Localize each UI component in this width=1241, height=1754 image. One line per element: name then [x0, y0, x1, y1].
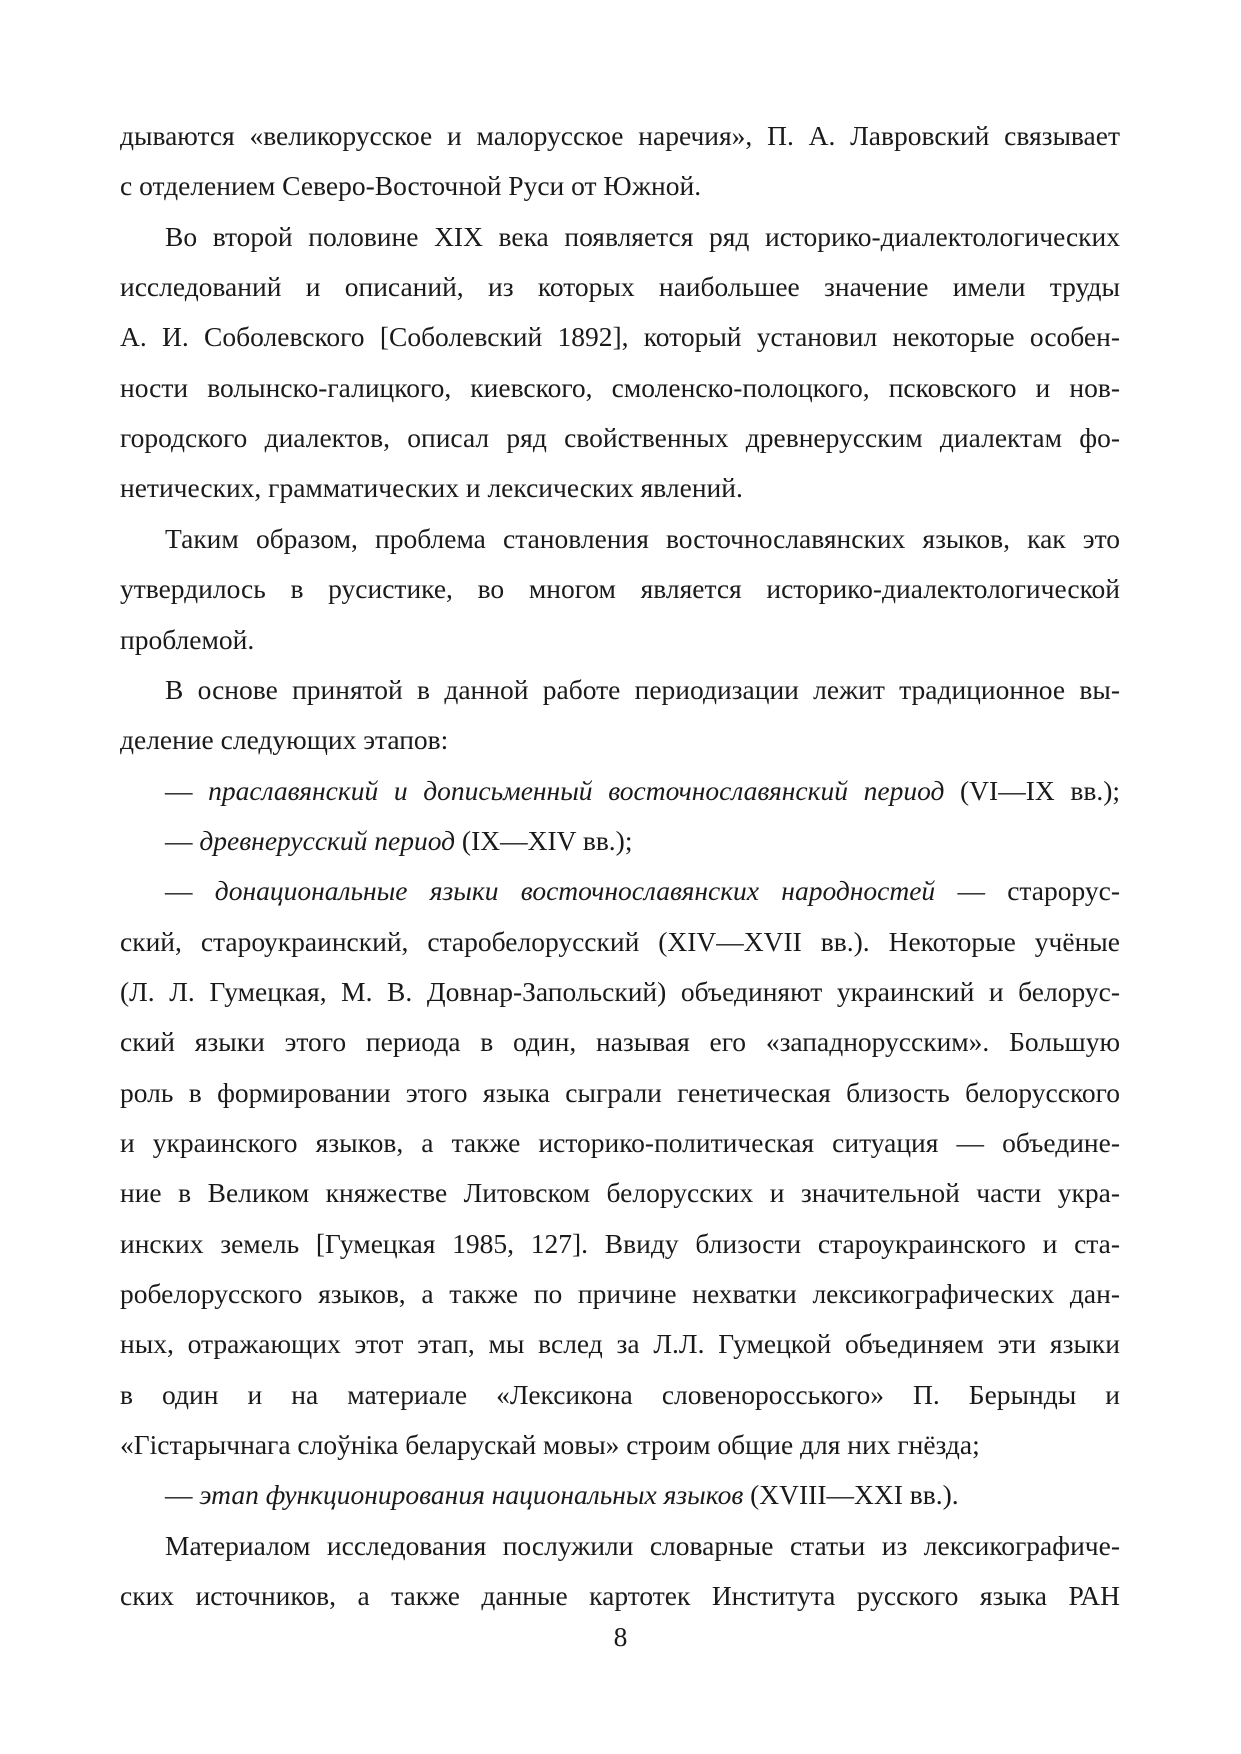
text-line	[120, 615, 1120, 665]
text-segment: дываются «великорусское и малорусское наречия», П. А. Лавровский связывает	[120, 120, 1120, 151]
text-line	[120, 1269, 1120, 1319]
text-segment: А. И. Соболевского [Соболевский 1892], который установил некоторые особен-	[120, 321, 1120, 353]
text-segment: ских источников, а также данные картотек Института русского языка РАН	[120, 1580, 1120, 1612]
text-line	[120, 1319, 1120, 1369]
text-line	[120, 1420, 1120, 1470]
text-segment: ние в Великом княжестве Литовском белорусских и значительной части укра-	[120, 1177, 1120, 1209]
page-number: 8	[613, 1621, 628, 1652]
italic-text: этап функционирования национальных языков	[199, 1479, 744, 1511]
text-line	[165, 1521, 1120, 1571]
text-line	[165, 866, 1120, 916]
text-line	[120, 413, 1120, 463]
text-segment: робелорусского языков, а также по причине нехватки лексикографических дан-	[120, 1278, 1120, 1310]
text-segment: инских земель [Гумецкая 1985, 127]. Ввиду близости староукраинского и ста-	[120, 1227, 1120, 1259]
text-segment: —	[165, 1479, 200, 1511]
text-segment: (VI—IX вв.);	[944, 774, 1120, 806]
text-segment: с отделением Северо-Восточной Руси от Южной.	[120, 170, 702, 202]
text-line	[165, 665, 1120, 715]
text-segment: В основе принятой в данной работе периодизации лежит традиционное вы-	[165, 673, 1120, 705]
italic-text: донациональные языки восточнославянских народностей	[214, 875, 936, 907]
text-segment: — старорус-	[935, 875, 1120, 907]
text-segment: роль в формировании этого языка сыграли генетическая близость белорусского	[120, 1076, 1120, 1108]
text-line	[165, 212, 1120, 262]
text-line	[120, 917, 1120, 967]
text-segment: городского диалектов, описал ряд свойственных древнерусским диалектам фо-	[120, 422, 1120, 454]
text-line	[165, 816, 1120, 866]
text-segment: (XVIII—XXI вв.).	[743, 1479, 959, 1511]
text-line	[120, 1017, 1120, 1067]
text-segment: утвердилось в русистике, во многом является историко-диалектологической	[120, 573, 1120, 605]
italic-text: праславянский и дописьменный восточнославянский период	[208, 774, 945, 806]
text-line	[120, 1168, 1120, 1218]
text-segment: Во второй половине XIX века появляется ряд историко-диалектологических	[165, 220, 1120, 252]
text-line	[120, 967, 1120, 1017]
text-segment: ский языки этого периода в один, называя его «западнорусским». Большую	[120, 1026, 1120, 1058]
italic-text: древнерусский период	[199, 824, 456, 856]
text-segment: «Гістарычнага слоўніка беларускай мовы» строим общие для них гнёзда;	[120, 1429, 980, 1461]
text-line	[165, 514, 1120, 564]
text-segment: в один и на материале «Лексикона словеноросського» П. Берынды и	[120, 1378, 1120, 1410]
text-segment: деление следующих этапов:	[120, 724, 449, 756]
text-line	[120, 1370, 1120, 1420]
text-segment: (IX—XIV вв.);	[455, 824, 633, 856]
text-line	[120, 161, 1120, 211]
text-line	[120, 463, 1120, 513]
text-segment: ности волынско-галицкого, киевского, смоленско-полоцкого, псковского и нов-	[120, 371, 1120, 403]
text-segment: —	[165, 875, 215, 907]
text-segment: исследований и описаний, из которых наибольшее значение имели труды	[120, 271, 1120, 303]
text-line	[120, 715, 1120, 765]
text-segment: (Л. Л. Гумецкая, М. В. Довнар-Запольский) объединяют украинский и белорус-	[120, 975, 1120, 1007]
text-line	[120, 262, 1120, 312]
text-segment: нетических, грамматических и лексических явлений.	[120, 472, 743, 504]
text-line	[120, 312, 1120, 362]
text-line	[120, 1219, 1120, 1269]
text-segment: и украинского языков, а также историко-политическая ситуация — объедине-	[120, 1127, 1120, 1158]
text-segment: ский, староукраинский, старобелорусский (XIV—XVII вв.). Некоторые учёные	[120, 925, 1120, 957]
text-line	[165, 766, 1120, 816]
text-segment: Таким образом, проблема становления восточнославянских языков, как это	[165, 522, 1120, 554]
text-line	[165, 1470, 1120, 1520]
text-line	[120, 564, 1120, 614]
text-line	[120, 1118, 1120, 1168]
text-segment: —	[165, 774, 209, 806]
text-segment: проблемой.	[120, 623, 255, 655]
text-segment: Материалом исследования послужили словарные статьи из лексикографиче-	[165, 1529, 1120, 1561]
text-line	[120, 111, 1120, 161]
text-segment: ных, отражающих этот этап, мы вслед за Л.Л. Гумецкой объединяем эти языки	[120, 1328, 1120, 1360]
text-segment: —	[165, 824, 200, 856]
text-line	[120, 363, 1120, 413]
text-line	[120, 1068, 1120, 1118]
